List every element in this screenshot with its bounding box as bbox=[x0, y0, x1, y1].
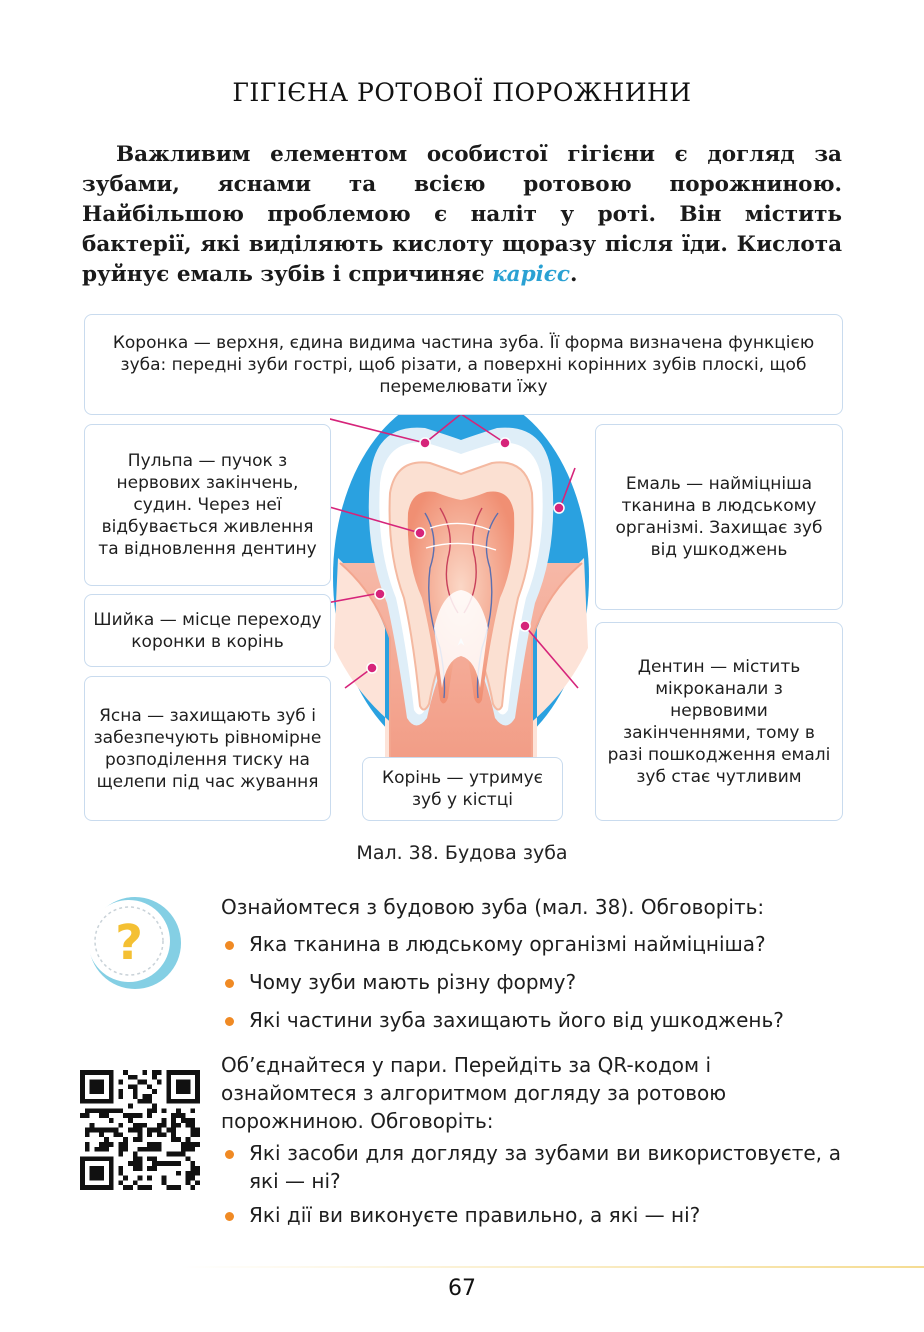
enamel-text: Емаль — найміцніша тканина в людському організмі. Захищає зуб від ушкоджень bbox=[615, 474, 823, 560]
tooth-illustration bbox=[330, 388, 592, 766]
gum-text: Ясна — захищають зуб і забезпечують рівномірне розподілення тиску на щелепи під час жування bbox=[93, 705, 322, 792]
crown-text: Коронка — верхня, єдина видима частина зуба. Її форма визначена функцією зуба: передні зуби гострі, щоб різати, а поверхні корінних зубів плоскі, щоб перемелювати їжу bbox=[112, 332, 815, 397]
list-item: Які дії ви виконуєте правильно, а які — ні? bbox=[221, 1201, 841, 1229]
intro-end: . bbox=[569, 262, 578, 287]
root-text: Корінь — утримує зуб у кістці bbox=[382, 768, 543, 810]
figure-caption: Мал. 38. Будова зуба bbox=[356, 842, 568, 864]
list-item: Яка тканина в людському організмі найміцніша? bbox=[221, 930, 841, 968]
task1-list bbox=[221, 930, 841, 1044]
footer-divider bbox=[180, 1266, 924, 1268]
task1-intro: Ознайомтеся з будовою зуба (мал. 38). Обговоріть: bbox=[221, 895, 765, 919]
label-enamel bbox=[595, 424, 843, 610]
label-crown bbox=[84, 314, 843, 415]
label-dentin bbox=[595, 622, 843, 821]
svg-text:?: ? bbox=[115, 915, 143, 971]
label-pulp bbox=[84, 424, 331, 586]
task2-intro: Об’єднайтеся у пари. Перейдіть за QR-кодом і ознайомтеся з алгоритмом догляду за ротовою порожниною. Обговоріть: bbox=[221, 1053, 727, 1133]
list-item: Які засоби для догляду за зубами ви використовуєте, а які — ні? bbox=[221, 1139, 841, 1195]
label-gum bbox=[84, 676, 331, 821]
pulp-text: Пульпа — пучок з нервових закінчень, судин. Через неї відбувається живлення та відновлення дентину bbox=[98, 451, 317, 559]
intro-text: Важливим елементом особистої гігієни є догляд за зубами, яснами та всією ротовою порожниною. Найбільшою проблемою є наліт у роті. Він містить бактерії, які виділяють кислоту щоразу після їди. Кислота руйнує емаль зубів і спричиняє bbox=[82, 142, 842, 287]
list-item: Які частини зуба захищають його від ушкоджень? bbox=[221, 1006, 841, 1044]
dentin-text: Дентин — містить мікроканали з нервовими закінченнями, тому в разі пошкодження емалі зуб стає чутливим bbox=[607, 656, 831, 787]
page-title: ГІГІЄНА РОТОВОЇ ПОРОЖНИНИ bbox=[232, 78, 692, 107]
qr-code-icon[interactable] bbox=[80, 1070, 200, 1190]
question-mark-icon bbox=[85, 895, 181, 991]
neck-text: Шийка — місце переходу коронки в корінь bbox=[93, 609, 322, 652]
list-item: Чому зуби мають різну форму? bbox=[221, 968, 841, 1006]
task2-list bbox=[221, 1139, 841, 1229]
caries-term: карієс bbox=[492, 262, 570, 287]
page-number: 67 bbox=[448, 1276, 476, 1301]
label-root bbox=[362, 757, 563, 821]
intro-paragraph bbox=[82, 140, 842, 290]
label-neck bbox=[84, 594, 331, 667]
